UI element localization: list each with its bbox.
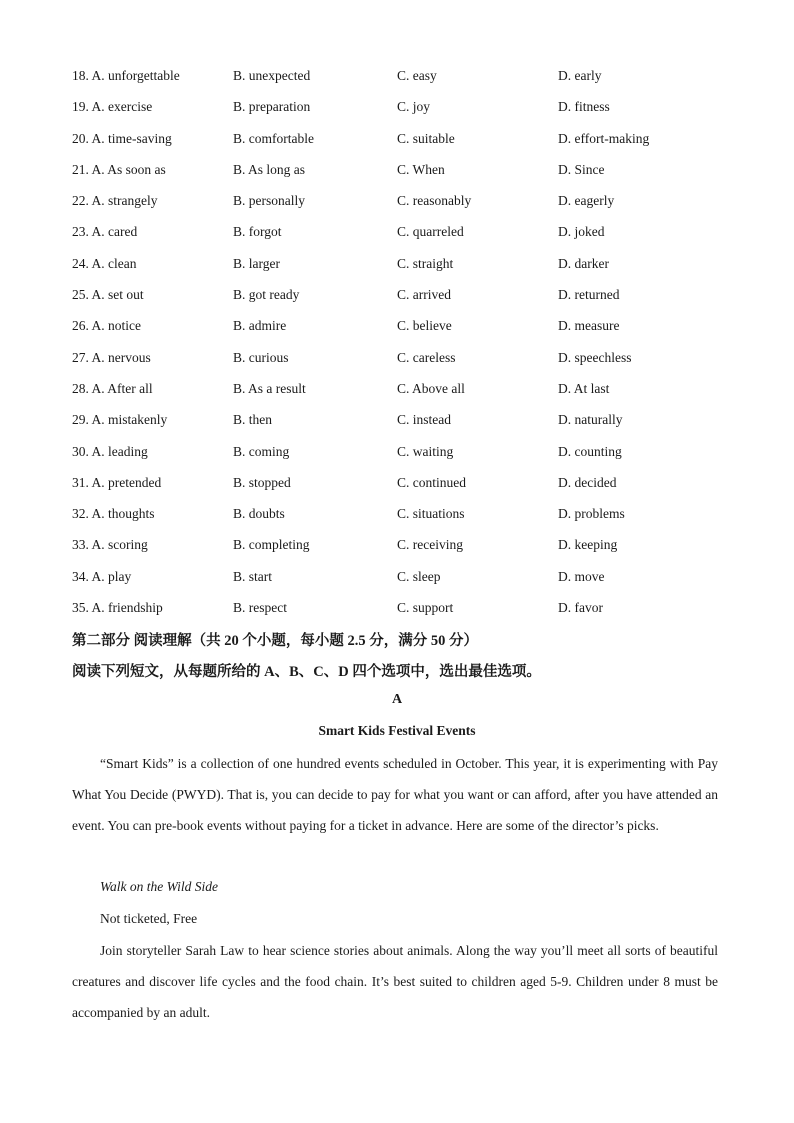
event-ticket: Not ticketed, Free — [100, 911, 198, 926]
option-row: 19. A. exercise B. preparation C. joy D. fitness — [72, 99, 610, 115]
option-row: 25. A. set out B. got ready C. arrived D. returned — [72, 287, 620, 303]
option-row: 33. A. scoring B. completing C. receiving D. keeping — [72, 537, 618, 553]
option-row: 32. A. thoughts B. doubts C. situations D. problems — [72, 506, 625, 522]
option-row: 24. A. clean B. larger C. straight D. darker — [72, 255, 609, 271]
option-row: 23. A. cared B. forgot C. quarreled D. joked — [72, 224, 605, 240]
option-row: 30. A. leading B. coming C. waiting D. counting — [72, 443, 622, 459]
instruction-text: 阅读下列短文，从每题所给的 A、B、C、D 四个选项中，选出最佳选项。 — [72, 664, 541, 680]
passage-letter: A — [391, 692, 403, 707]
event-description: Join storyteller Sarah Law to hear science stories about animals. Along the way you’ll meet all sorts of beautiful creatures and discover life cycles and the food chain. It’s best suited to children aged 5-9. Children under 8 must be accompanied by an adult. — [72, 943, 718, 1021]
section-heading: 第二部分 阅读理解（共 20 个小题，每小题 2.5 分，满分 50 分） — [72, 633, 478, 649]
option-row: 27. A. nervous B. curious C. careless D. speechless — [72, 349, 632, 365]
option-row: 26. A. notice B. admire C. believe D. measure — [72, 318, 620, 334]
option-row: 21. A. As soon as B. As long as C. When D. Since — [72, 161, 605, 177]
intro-paragraph: “Smart Kids” is a collection of one hundred events scheduled in October. This year, it is experimenting with Pay What You Decide (PWYD). That is, you can decide to pay for what you want or can afford, after you have attended an event. You can pre-book events without paying for a ticket in advance. Here are some of the director’s picks. — [72, 756, 718, 834]
option-row: 29. A. mistakenly B. then C. instead D. naturally — [72, 412, 623, 428]
passage-title: Smart Kids Festival Events — [318, 723, 476, 738]
option-row: 31. A. pretended B. stopped C. continued D. decided — [72, 474, 617, 490]
event-name: Walk on the Wild Side — [100, 879, 218, 894]
option-row: 34. A. play B. start C. sleep D. move — [72, 568, 605, 584]
options-table — [72, 65, 732, 628]
option-row: 20. A. time-saving B. comfortable C. suitable D. effort-making — [72, 130, 650, 146]
option-row: 35. A. friendship B. respect C. support D. favor — [72, 600, 603, 616]
option-row: 22. A. strangely B. personally C. reasonably D. eagerly — [72, 193, 615, 209]
option-row: 18. A. unforgettable B. unexpected C. easy D. early — [72, 68, 602, 83]
option-row: 28. A. After all B. As a result C. Above all D. At last — [72, 380, 610, 396]
